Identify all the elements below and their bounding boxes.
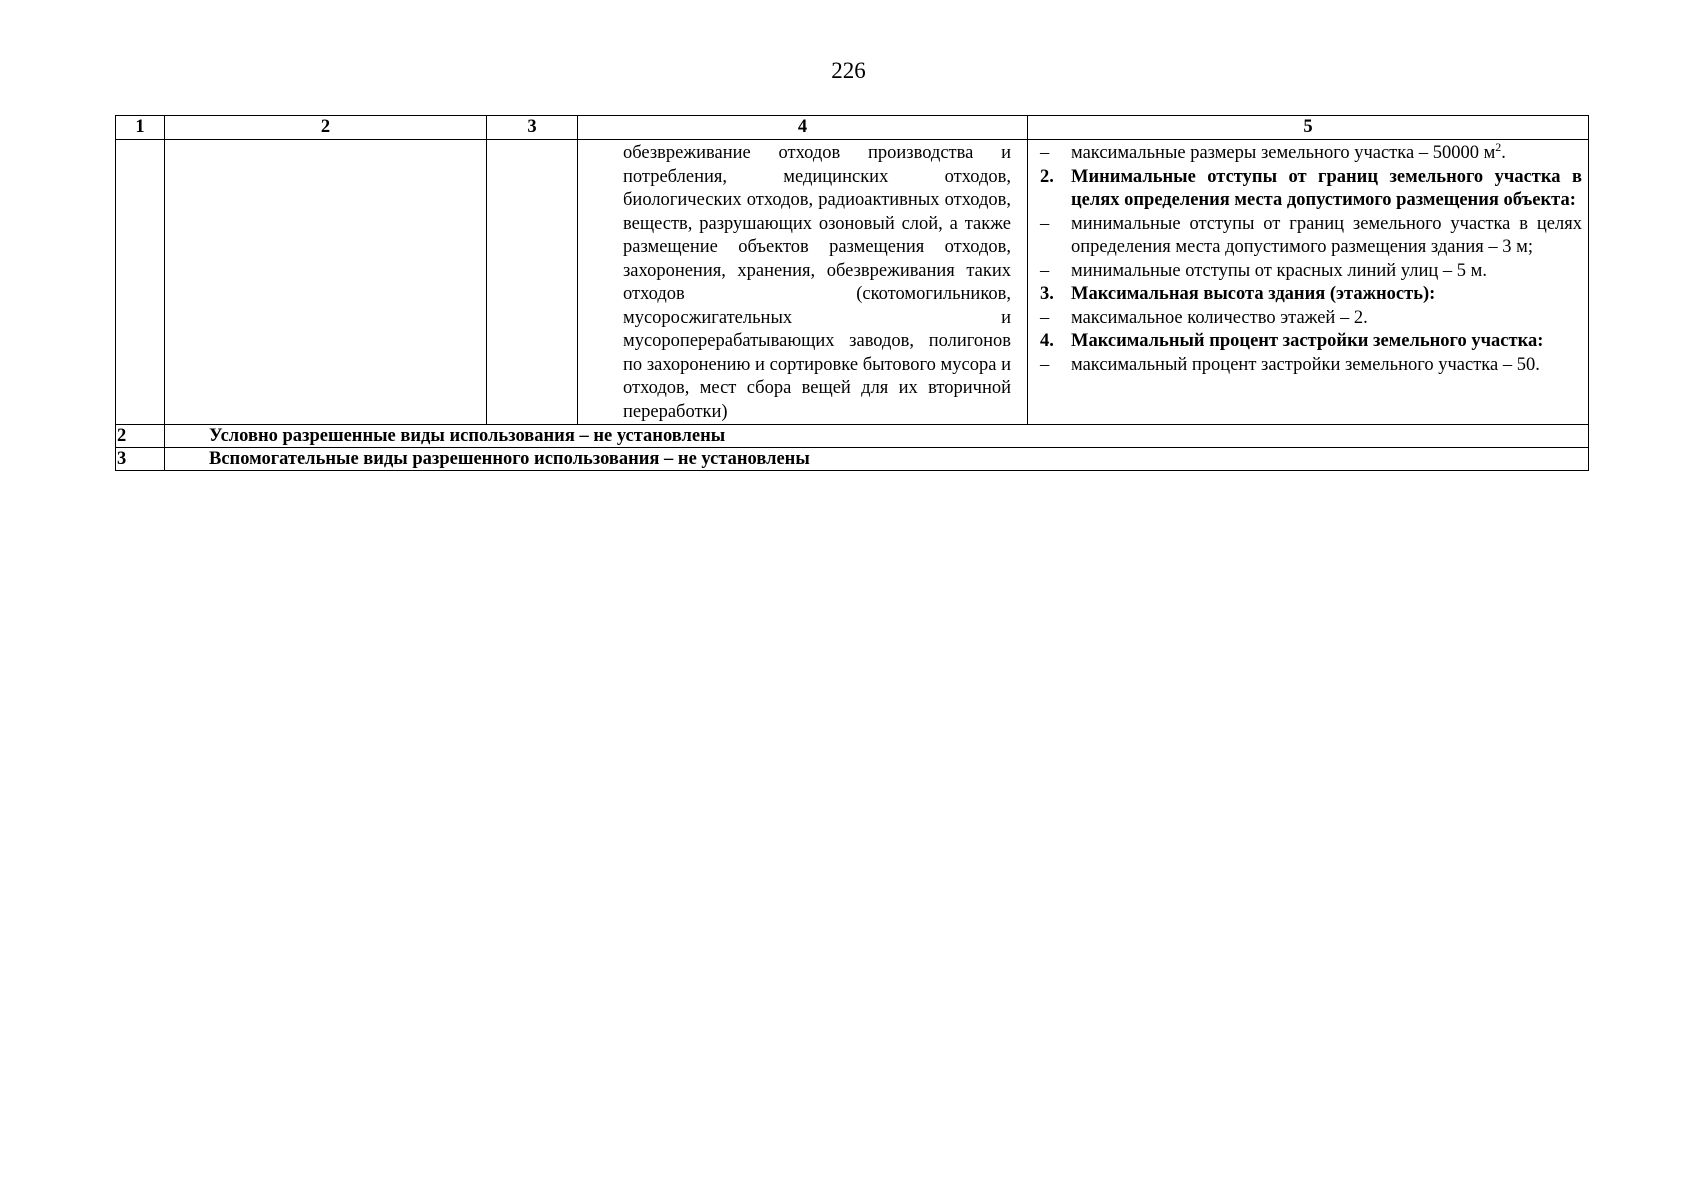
heading-text: Максимальный процент застройки земельного участка:: [1071, 331, 1544, 351]
parameter-text: максимальный процент застройки земельного участка – 50.: [1071, 354, 1540, 375]
parameter-text: максимальные размеры земельного участка – 50000 м: [1071, 143, 1496, 163]
table-header-row: [116, 116, 1589, 140]
description-text: обезвреживание отходов производства и потребления, медицинских отходов, биологических отходов, радиоактивных отходов, веществ, разрушающих озоновый слой, а также размещение объектов размещения отходов, захоронения, хранения, обезвреживания таких отходов (скотомогильников, мусоросжигательных и мусороперерабатывающих заводов, полигонов по захоронению и сортировке бытового мусора и отходов, мест сбора вещей для их вторичной переработки): [623, 143, 1011, 422]
dash-marker: –: [1040, 354, 1050, 375]
cell-col5-parameters: [1028, 140, 1589, 425]
parameter-text: минимальные отступы от красных линий улиц – 5 м.: [1071, 260, 1487, 281]
parameter-heading: [1040, 283, 1582, 307]
dash-marker: –: [1040, 143, 1050, 163]
parameter-text: максимальное количество этажей – 2.: [1071, 307, 1368, 328]
parameter-item: [1040, 213, 1582, 260]
parameter-text: минимальные отступы от границ земельного участка в целях определения места допустимого размещения здания – 3 м;: [1071, 213, 1582, 257]
cell-col4-description: [578, 140, 1028, 425]
parameter-text-end: .: [1501, 143, 1506, 163]
header-cell-3: 3: [487, 116, 578, 140]
header-cell-1: 1: [116, 116, 165, 140]
heading-text: Максимальная высота здания (этажность):: [1071, 284, 1436, 304]
superscript: 2: [1495, 139, 1502, 154]
regulations-table: [115, 115, 1589, 471]
row-number: 3: [116, 448, 165, 471]
table-row-conditional-uses: [116, 425, 1589, 448]
cell-col3: [487, 140, 578, 425]
row-number: 2: [116, 425, 165, 448]
parameter-item: [1040, 139, 1582, 166]
number-marker: 2.: [1040, 166, 1054, 187]
page-number: 226: [831, 58, 866, 83]
header-cell-2: 2: [165, 116, 487, 140]
cell-col1: [116, 140, 165, 425]
parameter-heading: [1040, 330, 1582, 354]
heading-text: Минимальные отступы от границ земельного участка в целях определения места допустимого размещения объекта:: [1071, 166, 1582, 210]
dash-marker: –: [1040, 213, 1050, 234]
header-cell-4: 4: [578, 116, 1028, 140]
section-heading: Условно разрешенные виды использования – не установлены: [165, 425, 1589, 448]
table-row-auxiliary-uses: [116, 448, 1589, 471]
number-marker: 3.: [1040, 284, 1054, 304]
parameter-item: [1040, 307, 1582, 331]
cell-col2: [165, 140, 487, 425]
table-row: [116, 140, 1589, 425]
parameter-heading: [1040, 166, 1582, 213]
parameter-item: [1040, 260, 1582, 284]
dash-marker: –: [1040, 307, 1050, 328]
parameter-item: [1040, 354, 1582, 378]
header-cell-5: 5: [1028, 116, 1589, 140]
section-heading: Вспомогательные виды разрешенного использования – не установлены: [165, 448, 1589, 471]
dash-marker: –: [1040, 260, 1050, 281]
number-marker: 4.: [1040, 331, 1054, 351]
